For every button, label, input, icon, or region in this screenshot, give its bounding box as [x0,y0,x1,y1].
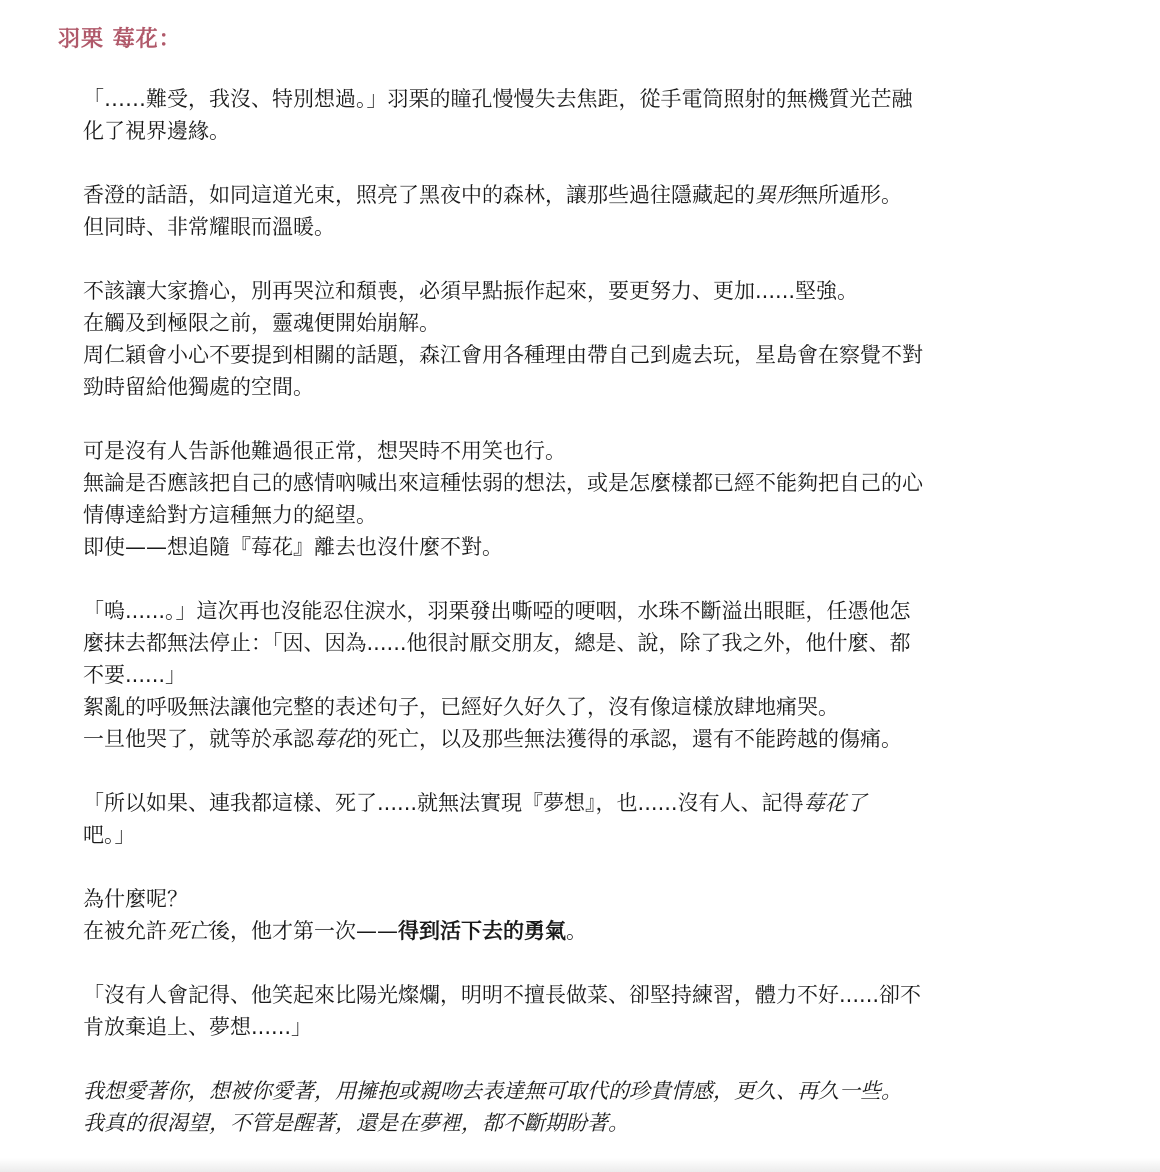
paragraph [83,275,1063,403]
text-line [83,499,1063,531]
paragraph [83,595,1063,755]
text-run: 但同時、非常耀眼而溫暖。 [83,215,335,239]
text-run: 勁時留給他獨處的空間。 [83,375,314,399]
paragraph [83,435,1063,563]
text-run: 絮亂的呼吸無法讓他完整的表述句子，已經好久好久了，沒有像這樣放肆地痛哭。 [83,695,839,719]
text-run: 吧。」 [83,823,136,847]
text-run: 的死亡，以及那些無法獲得的承認，還有不能跨越的傷痛。 [356,727,902,751]
text-line [83,1011,1063,1043]
text-line [83,627,1063,659]
paragraph [83,979,1063,1043]
bold-text: 得到活下去的勇氣 [398,919,566,943]
paragraph [83,179,1063,243]
text-line [83,211,1063,243]
text-run: 我真的很渴望，不管是醒著，還是在夢裡，都不斷期盼著。 [83,1111,629,1135]
text-run: 「嗚......。」這次再也沒能忍住淚水，羽栗發出嘶啞的哽咽，水珠不斷溢出眼眶，任憑他怎 [83,599,911,623]
text-line [83,467,1063,499]
text-run: 不要......」 [83,663,187,687]
emphasized-text: 死亡 [167,919,209,943]
emphasized-text: 莓花 [314,727,356,751]
page-bottom-edge [0,1158,1160,1172]
emphasized-text: 莓花了 [803,791,867,815]
text-run: 周仁穎會小心不要提到相關的話題，森江會用各種理由帶自己到處去玩，星島會在察覺不對 [83,343,923,367]
text-run: 在觸及到極限之前，靈魂便開始崩解。 [83,311,440,335]
text-run: 化了視界邊緣。 [83,119,230,143]
text-run: 「所以如果、連我都這樣、死了......就無法實現『夢想』，也......沒有人、記得 [83,791,804,815]
text-run: 為什麼呢？ [83,887,188,911]
text-run: 可是沒有人告訴他難過很正常，想哭時不用笑也行。 [83,439,566,463]
text-run: 「沒有人會記得、他笑起來比陽光燦爛，明明不擅長做菜、卻堅持練習，體力不好......卻不 [83,983,922,1007]
text-line [83,115,1063,147]
paragraph [83,1075,1063,1139]
emphasized-text: 異形 [755,183,797,207]
text-run: 情傳達給對方這種無力的絕望。 [83,503,377,527]
text-run: 即使——想追隨『莓花』離去也沒什麼不對。 [83,535,503,559]
speaker-heading: 羽栗 莓花： [58,27,182,52]
text-run: 無論是否應該把自己的感情吶喊出來這種怯弱的想法，或是怎麼樣都已經不能夠把自己的心 [83,471,923,495]
text-line [83,339,1063,371]
text-run: 肯放棄追上、夢想......」 [83,1015,313,1039]
text-line [83,787,1063,819]
text-line [83,1075,1063,1107]
text-line [83,979,1063,1011]
text-run: 。 [566,919,587,943]
text-run: 香澄的話語，如同這道光束，照亮了黑夜中的森林，讓那些過往隱藏起的 [83,183,755,207]
text-line [83,307,1063,339]
paragraph [83,83,1063,147]
text-line [83,83,1063,115]
text-line [83,1107,1063,1139]
text-line [83,275,1063,307]
text-line [83,883,1063,915]
text-line [83,595,1063,627]
text-line [83,179,1063,211]
text-line [83,435,1063,467]
text-run: 不該讓大家擔心，別再哭泣和頹喪，必須早點振作起來，要更努力、更加......堅強。 [83,279,859,303]
text-line [83,723,1063,755]
text-run: 我想愛著你，想被你愛著，用擁抱或親吻去表達無可取代的珍貴情感，更久、再久一些。 [83,1079,902,1103]
paragraph [83,787,1063,851]
text-line [83,915,1063,947]
text-run: 麼抹去都無法停止：「因、因為......他很討厭交朋友，總是、說，除了我之外，他什麼、都 [83,631,911,655]
text-line [83,371,1063,403]
text-run: 無所遁形。 [797,183,902,207]
text-run: 後，他才第一次—— [209,919,398,943]
story-text [83,83,1063,1171]
text-run: 一旦他哭了，就等於承認 [83,727,314,751]
text-run: 「……難受，我沒、特別想過。」羽栗的瞳孔慢慢失去焦距，從手電筒照射的無機質光芒融 [83,87,913,111]
text-line [83,531,1063,563]
text-run: 在被允許 [83,919,167,943]
paragraph [83,883,1063,947]
text-line [83,819,1063,851]
text-line [83,691,1063,723]
text-line [83,659,1063,691]
